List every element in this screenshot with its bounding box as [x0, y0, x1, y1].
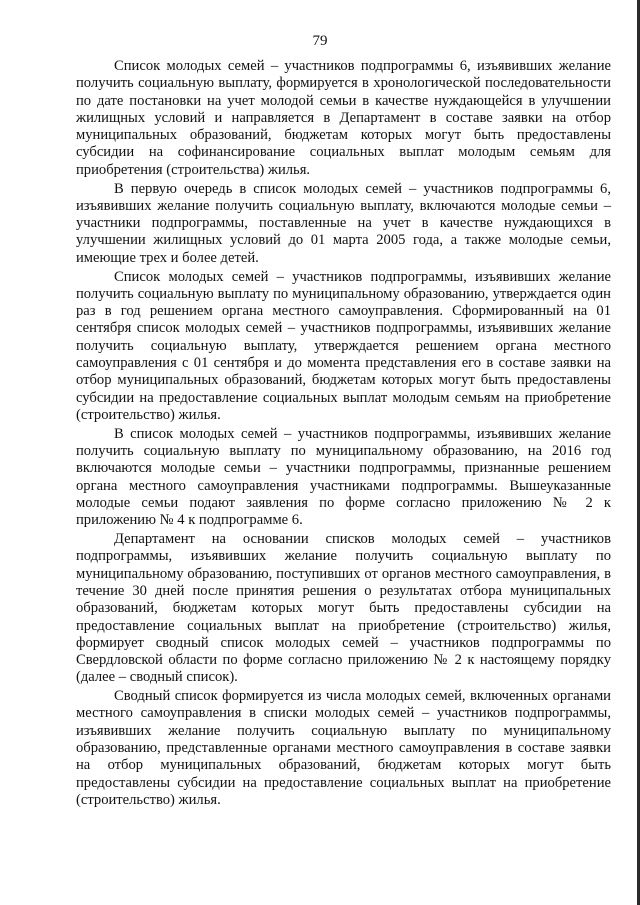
document-body [76, 58, 611, 811]
paragraph-1: Список молодых семей – участников подпрограммы 6, изъявивших желание получить социальную выплату, формируется в хронологической последовательности по дате постановки на учет молодой семьи в качестве нуждающейся в улучшении жилищных условий и направляется в Департамент в составе заявки на отбор муниципальных образований, бюджетам которых могут быть предоставлены субсидии на софинансирование социальных выплат молодым семьям для приобретения (строительства) жилья. [76, 58, 611, 178]
paragraph-2: В первую очередь в список молодых семей – участников подпрограммы 6, изъявивших желание получить социальную выплату, включаются молодые семьи – участники подпрограммы, поставленные на учет в качестве нуждающихся в улучшении жилищных условий до 01 марта 2005 года, а также молодые семьи, имеющие трех и более детей. [76, 180, 611, 266]
paragraph-4: В список молодых семей – участников подпрограммы, изъявивших желание получить социальную выплату по муниципальному образованию, на 2016 год включаются молодые семьи – участники подпрограммы, признанные решением органа местного самоуправления участниками подпрограммы. Вышеуказанные молодые семьи подают заявления по форме согласно приложению № 2 к приложению № 4 к подпрограмме 6. [76, 425, 611, 529]
paragraph-3: Список молодых семей – участников подпрограммы, изъявивших желание получить социальную выплату по муниципальному образованию, утверждается один раз в год решением органа местного самоуправления. Сформированный на 01 сентября список молодых семей – участников подпрограммы, изъявивших желание получить социальную выплату, утверждается решением органа местного самоуправления с 01 сентября и до момента представления его в составе заявки на отбор муниципальных образований, бюджетам которых могут быть предоставлены субсидии на предоставление социальных выплат молодым семьям на приобретение (строительство) жилья. [76, 268, 611, 423]
paragraph-6: Сводный список формируется из числа молодых семей, включенных органами местного самоуправления в списки молодых семей – участников подпрограммы, изъявивших желание получить социальную выплату по муниципальному образованию, представленные органами местного самоуправления в составе заявки на отбор муниципальных образований, бюджетам которых могут быть предоставлены субсидии на предоставление социальных выплат на приобретение (строительство) жилья. [76, 688, 611, 808]
page-number: 79 [312, 33, 328, 49]
paragraph-5: Департамент на основании списков молодых семей – участников подпрограммы, изъявивших желание получить социальную выплату по муниципальному образованию, поступивших от органов местного самоуправления, в течение 30 дней после принятия решения о результатах отбора муниципальных образований, бюджетам которых могут быть предоставлены субсидии на предоставление социальных выплат на приобретение (строительство) жилья, формирует сводный список молодых семей – участников подпрограммы по Свердловской области по форме согласно приложению № 2 к настоящему порядку (далее – сводный список). [76, 531, 611, 686]
